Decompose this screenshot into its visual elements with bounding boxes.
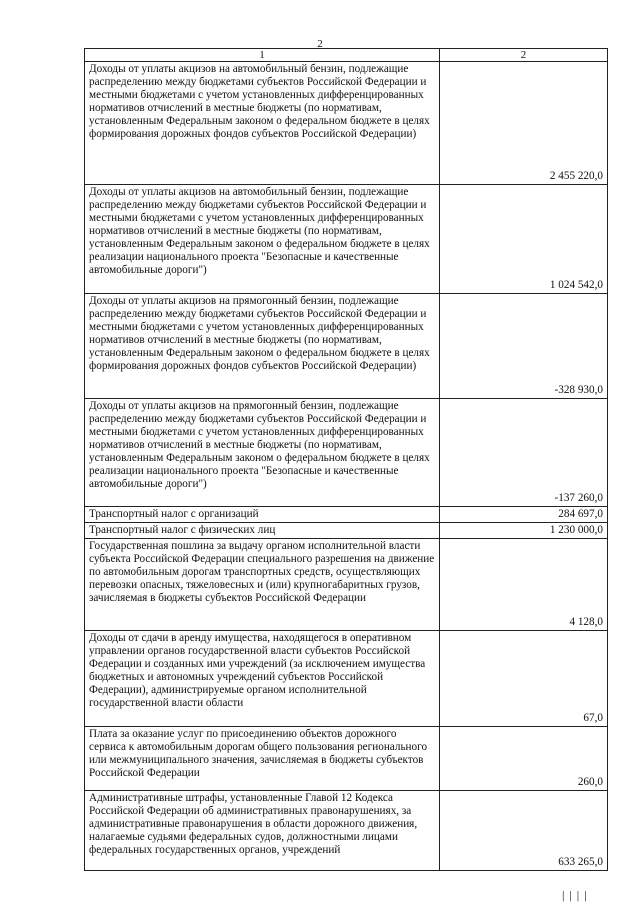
row-value: 284 697,0 (440, 507, 608, 523)
table-row (85, 62, 608, 185)
row-description: Доходы от уплаты акцизов на прямогонный бензин, подлежащие распределению между бюджетами субъектов Российской Федерации и местными бюджетами с учетом установленных дифференцированных нормативов отчислений в местные бюджеты (по нормативам, установленным Федеральным законом о федеральном бюджете в целях формирования дорожных фондов субъектов Российской Федерации) (85, 294, 440, 399)
revenue-table (84, 48, 608, 871)
row-value: 4 128,0 (440, 539, 608, 631)
table-row (85, 399, 608, 507)
table-row (85, 507, 608, 523)
row-value: 67,0 (440, 631, 608, 727)
page-number: 2 (317, 38, 323, 50)
row-value: 1 024 542,0 (440, 185, 608, 294)
table-row (85, 791, 608, 871)
table-row (85, 294, 608, 399)
row-description: Плата за оказание услуг по присоединению объектов дорожного сервиса к автомобильным дорогам общего пользования регионального или межмуниципального значения, зачисляемая в бюджеты субъектов Российской Федерации (85, 727, 440, 791)
table-row (85, 523, 608, 539)
row-description: Доходы от сдачи в аренду имущества, находящегося в оперативном управлении органов государственной власти субъектов Российской Федерации и созданных ими учреждений (за исключением имущества бюджетных и автономных учреждений субъектов Российской Федерации), администрируемые органом исполнительной государственной власти области (85, 631, 440, 727)
table-row (85, 539, 608, 631)
table-row (85, 631, 608, 727)
row-value: -328 930,0 (440, 294, 608, 399)
table-row (85, 727, 608, 791)
row-description: Транспортный налог с физических лиц (85, 523, 440, 539)
row-description: Доходы от уплаты акцизов на автомобильный бензин, подлежащие распределению между бюджетами субъектов Российской Федерации и местными бюджетами с учетом установленных дифференцированных нормативов отчислений в местные бюджеты (по нормативам, установленным Федеральным законом о федеральном бюджете в целях формирования дорожных фондов субъектов Российской Федерации) (85, 62, 440, 185)
row-description: Доходы от уплаты акцизов на прямогонный бензин, подлежащие распределению между бюджетами субъектов Российской Федерации и местными бюджетами с учетом установленных дифференцированных нормативов отчислений в местные бюджеты (по нормативам, установленным Федеральным законом о федеральном бюджете в целях реализации национального проекта "Безопасные и качественные автомобильные дороги") (85, 399, 440, 507)
row-description: Доходы от уплаты акцизов на автомобильный бензин, подлежащие распределению между бюджетами субъектов Российской Федерации и местными бюджетами с учетом установленных дифференцированных нормативов отчислений в местные бюджеты (по нормативам, установленным Федеральным законом о федеральном бюджете в целях реализации национального проекта "Безопасные и качественные автомобильные дороги") (85, 185, 440, 294)
table-header-row (85, 49, 608, 62)
column-header: 1 (85, 49, 440, 62)
footer-mark: | | | | (562, 888, 588, 902)
row-value: 633 265,0 (440, 791, 608, 871)
row-value: -137 260,0 (440, 399, 608, 507)
row-description: Транспортный налог с организаций (85, 507, 440, 523)
row-description: Административные штрафы, установленные Главой 12 Кодекса Российской Федерации об административных правонарушениях, за административные правонарушения в области дорожного движения, налагаемые судьями федеральных судов, должностными лицами федеральных государственных органов, учреждений (85, 791, 440, 871)
row-value: 2 455 220,0 (440, 62, 608, 185)
table-row (85, 185, 608, 294)
row-value: 1 230 000,0 (440, 523, 608, 539)
row-value: 260,0 (440, 727, 608, 791)
row-description: Государственная пошлина за выдачу органом исполнительной власти субъекта Российской Федерации специального разрешения на движение по автомобильным дорогам транспортных средств, осуществляющих перевозки опасных, тяжеловесных и (или) крупногабаритных грузов, зачисляемая в бюджеты субъектов Российской Федерации (85, 539, 440, 631)
column-header: 2 (440, 49, 608, 62)
